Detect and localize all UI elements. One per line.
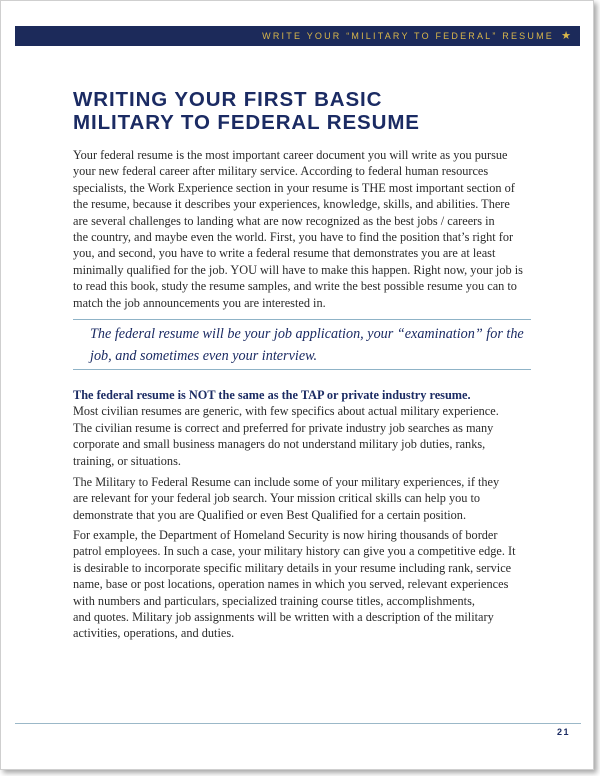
pull-quote-line: job, and sometimes even your interview. bbox=[90, 348, 318, 364]
page-title-line: WRITING YOUR FIRST BASIC bbox=[73, 88, 383, 111]
intro-line: match the job announcements you are interested in. bbox=[73, 295, 326, 310]
footer-rule bbox=[15, 723, 581, 724]
section-line: patrol employees. In such a case, your military history can give you a competitive edge. It bbox=[73, 544, 516, 559]
intro-line: the resume, because it describes your experiences, knowledge, skills, and abilities. There bbox=[73, 197, 510, 212]
pull-quote-line: The federal resume will be your job application, your “examination” for the bbox=[90, 326, 524, 342]
page-title-line: MILITARY TO FEDERAL RESUME bbox=[73, 111, 420, 134]
page-number: 21 bbox=[556, 727, 570, 737]
section-line: corporate and small business managers do not understand military job duties, ranks, bbox=[73, 437, 486, 452]
section-paragraph-3 bbox=[73, 527, 541, 642]
intro-line: Your federal resume is the most important career document you will write as you pursue bbox=[73, 148, 508, 162]
intro-line: minimally qualified for the job. YOU will have to make this happen. Right now, your job is bbox=[73, 262, 523, 277]
section-line: and quotes. Military job assignments will be written with a description of the military bbox=[73, 610, 494, 625]
section-line: For example, the Department of Homeland Security is now hiring thousands of border bbox=[73, 528, 498, 542]
section-paragraph-2 bbox=[73, 474, 541, 523]
pull-quote bbox=[90, 323, 530, 367]
intro-line: your new federal career after military service. According to federal human resources bbox=[73, 164, 489, 179]
pull-quote-top-rule bbox=[73, 319, 531, 320]
running-header-title: WRITE YOUR “MILITARY TO FEDERAL” RESUME bbox=[262, 31, 554, 41]
intro-line: you, and second, you have to write a federal resume that demonstrates you are at least bbox=[73, 246, 496, 261]
section-paragraph-1 bbox=[73, 387, 541, 469]
intro-paragraph bbox=[73, 147, 541, 311]
section-line: demonstrate that you are Qualified or even Best Qualified for a certain position. bbox=[73, 507, 467, 522]
intro-line: to read this book, study the resume samples, and write the best possible resume you can to bbox=[73, 279, 517, 294]
star-icon: ★ bbox=[561, 29, 571, 42]
section-line: Most civilian resumes are generic, with few specifics about actual military experience. bbox=[73, 404, 499, 419]
section-heading: The federal resume is NOT the same as the TAP or private industry resume. bbox=[73, 388, 471, 402]
section-line: name, base or post locations, operation names in which you served, relevant experiences bbox=[73, 577, 509, 592]
page-title bbox=[73, 88, 533, 134]
intro-line: are several challenges to landing what are now recognized as the best jobs / careers in bbox=[73, 213, 495, 228]
section-line: training, or situations. bbox=[73, 453, 181, 468]
intro-line: specialists, the Work Experience section in your resume is THE most important section of bbox=[73, 180, 515, 195]
section-line: The Military to Federal Resume can include some of your military experiences, if they bbox=[73, 475, 500, 489]
section-line: The civilian resume is correct and preferred for private industry job searches as many bbox=[73, 420, 494, 435]
section-line: activities, operations, and duties. bbox=[73, 626, 235, 641]
section-line: is desirable to incorporate specific military details in your resume including rank, service bbox=[73, 560, 512, 575]
section-line: are relevant for your federal job search. Your mission critical skills can help you to bbox=[73, 491, 481, 506]
intro-line: the country, and maybe even the world. First, you have to find the position that’s right for bbox=[73, 230, 514, 245]
pull-quote-bottom-rule bbox=[73, 369, 531, 370]
running-header-bar bbox=[15, 26, 580, 46]
section-line: with numbers and particulars, specialized training course titles, accomplishments, bbox=[73, 593, 475, 608]
